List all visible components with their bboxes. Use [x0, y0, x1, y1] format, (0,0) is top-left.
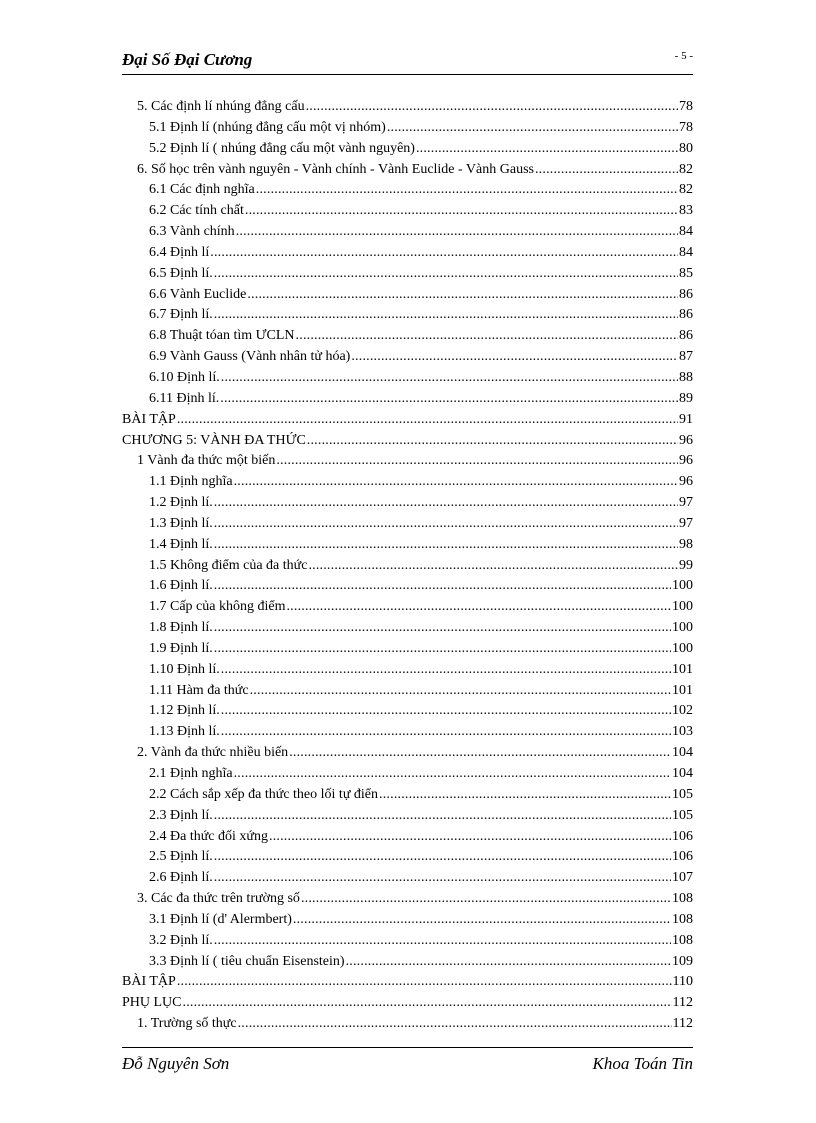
toc-entry-label: 6.9 Vành Gauss (Vành nhân tử hóa) — [149, 349, 351, 365]
header-page-number: - 5 - — [674, 50, 693, 62]
toc-entry-label: 2.5 Định lí. — [149, 849, 213, 865]
toc-entry-label: 3. Các đa thức trên trường số — [137, 891, 300, 907]
toc-leader-dots — [286, 597, 671, 618]
toc-leader-dots — [214, 618, 671, 639]
page-header — [122, 44, 693, 75]
toc-entry[interactable] — [122, 514, 693, 535]
toc-entry[interactable] — [122, 847, 693, 868]
toc-entry-page: 112 — [672, 1016, 693, 1032]
toc-entry[interactable] — [122, 952, 693, 973]
toc-entry-page: 84 — [679, 224, 693, 240]
toc-leader-dots — [214, 639, 671, 660]
footer-department: Khoa Toán Tin — [592, 1054, 693, 1073]
toc-entry-page: 96 — [679, 453, 693, 469]
toc-entry-page: 82 — [679, 161, 693, 177]
toc-entry-page: 110 — [672, 974, 693, 990]
toc-entry-page: 85 — [679, 265, 693, 281]
toc-entry-label: 1.6 Định lí. — [149, 578, 213, 594]
header-title: Đại Số Đại Cương — [122, 50, 253, 69]
toc-entry-label: 3.2 Định lí. — [149, 932, 213, 948]
toc-entry[interactable] — [122, 285, 693, 306]
toc-entry-page: 84 — [679, 244, 693, 260]
toc-entry-page: 112 — [672, 995, 693, 1011]
toc-entry-label: 6.2 Các tính chất — [149, 203, 244, 219]
toc-leader-dots — [221, 368, 678, 389]
toc-entry[interactable] — [122, 868, 693, 889]
toc-entry-page: 109 — [672, 953, 693, 969]
toc-entry-label: 2.2 Cách sắp xếp đa thức theo lối tự điển — [149, 786, 379, 802]
toc-leader-dots — [214, 847, 671, 868]
toc-entry[interactable] — [122, 389, 693, 410]
toc-entry[interactable] — [122, 910, 693, 931]
toc-entry[interactable] — [122, 201, 693, 222]
toc-leader-dots — [234, 764, 671, 785]
toc-leader-dots — [214, 576, 671, 597]
toc-leader-dots — [269, 827, 671, 848]
toc-entry[interactable] — [122, 368, 693, 389]
toc-entry-label: PHỤ LỤC — [122, 995, 182, 1011]
toc-leader-dots — [214, 493, 678, 514]
toc-entry-page: 103 — [672, 724, 693, 740]
toc-entry-page: 80 — [679, 140, 693, 156]
toc-leader-dots — [250, 681, 671, 702]
toc-entry-page: 101 — [672, 682, 693, 698]
toc-entry-page: 86 — [679, 328, 693, 344]
toc-entry-label: 6.10 Định lí. — [149, 369, 220, 385]
toc-entry[interactable] — [122, 535, 693, 556]
toc-leader-dots — [387, 118, 678, 139]
toc-entry-label: 1 Vành đa thức một biến — [137, 453, 276, 469]
toc-entry[interactable] — [122, 180, 693, 201]
toc-leader-dots — [214, 535, 678, 556]
toc-entry[interactable] — [122, 722, 693, 743]
toc-leader-dots — [210, 243, 678, 264]
toc-entry-page: 97 — [679, 515, 693, 531]
page-footer — [122, 1047, 693, 1078]
toc-entry-label: 1.10 Định lí. — [149, 661, 220, 677]
toc-entry-page: 108 — [672, 911, 693, 927]
toc-entry[interactable] — [122, 993, 693, 1014]
toc-entry[interactable] — [122, 222, 693, 243]
toc-entry-label: 3.3 Định lí ( tiêu chuẩn Eisenstein) — [149, 953, 345, 969]
toc-entry-label: 1.9 Định lí. — [149, 640, 213, 656]
toc-entry-label: 6.8 Thuật tóan tìm ƯCLN — [149, 328, 295, 344]
toc-entry-page: 104 — [672, 745, 693, 761]
toc-entry[interactable] — [122, 618, 693, 639]
toc-entry[interactable] — [122, 243, 693, 264]
toc-entry[interactable] — [122, 472, 693, 493]
toc-entry-page: 96 — [679, 474, 693, 490]
toc-entry-label: 1.13 Định lí. — [149, 724, 220, 740]
toc-entry-page: 88 — [679, 369, 693, 385]
toc-entry-page: 105 — [672, 807, 693, 823]
toc-entry-page: 87 — [679, 349, 693, 365]
toc-entry-label: 1.1 Định nghĩa — [149, 474, 233, 490]
toc-leader-dots — [214, 264, 678, 285]
toc-entry-page: 101 — [672, 661, 693, 677]
toc-entry[interactable] — [122, 681, 693, 702]
toc-leader-dots — [214, 931, 671, 952]
toc-leader-dots — [416, 139, 678, 160]
toc-leader-dots — [289, 743, 671, 764]
toc-entry-label: 6.3 Vành chính — [149, 224, 235, 240]
toc-leader-dots — [535, 160, 678, 181]
toc-entry-page: 106 — [672, 849, 693, 865]
toc-entry-page: 108 — [672, 932, 693, 948]
toc-entry-page: 99 — [679, 557, 693, 573]
toc-entry-label: 2.6 Định lí. — [149, 870, 213, 886]
toc-entry[interactable] — [122, 597, 693, 618]
toc-leader-dots — [308, 556, 678, 577]
toc-entry[interactable] — [122, 764, 693, 785]
toc-entry-label: 6. Số học trên vành nguyên - Vành chính - Vành Euclide - Vành Gauss — [137, 161, 534, 177]
toc-entry-label: 1. Trường số thực — [137, 1016, 237, 1032]
toc-entry-page: 100 — [672, 578, 693, 594]
toc-entry-label: 1.5 Không điểm của đa thức — [149, 557, 308, 573]
toc-entry[interactable] — [122, 701, 693, 722]
toc-entry-page: 100 — [672, 640, 693, 656]
toc-entry-label: 5. Các định lí nhúng đẳng cấu — [137, 99, 305, 114]
toc-entry-page: 97 — [679, 495, 693, 511]
toc-leader-dots — [214, 514, 678, 535]
toc-entry-label: BÀI TẬP — [122, 411, 176, 427]
toc-leader-dots — [306, 97, 678, 118]
toc-entry-page: 100 — [672, 620, 693, 636]
toc-entry[interactable] — [122, 118, 693, 139]
toc-entry[interactable] — [122, 931, 693, 952]
toc-entry-label: 1.8 Định lí. — [149, 620, 213, 636]
toc-entry[interactable] — [122, 451, 693, 472]
toc-leader-dots — [346, 952, 671, 973]
toc-entry-page: 106 — [672, 828, 693, 844]
toc-entry[interactable] — [122, 576, 693, 597]
toc-entry-label: 5.2 Định lí ( nhúng đẳng cấu một vành nguyên) — [149, 140, 415, 156]
toc-entry-label: CHƯƠNG 5: VÀNH ĐA THỨC — [122, 432, 306, 448]
toc-entry-label: 2.4 Đa thức đối xứng — [149, 828, 268, 844]
toc-entry[interactable] — [122, 889, 693, 910]
toc-entry[interactable] — [122, 556, 693, 577]
toc-entry[interactable] — [122, 431, 693, 452]
toc-leader-dots — [351, 347, 678, 368]
toc-entry-label: 6.4 Định lí — [149, 244, 210, 260]
toc-entry[interactable] — [122, 160, 693, 181]
toc-entry-label: 2.3 Định lí. — [149, 807, 213, 823]
toc-leader-dots — [221, 722, 671, 743]
toc-entry-page: 86 — [679, 286, 693, 302]
toc-entry[interactable] — [122, 97, 693, 118]
toc-entry-page: 108 — [672, 891, 693, 907]
toc-entry[interactable] — [122, 1014, 693, 1035]
toc-leader-dots — [256, 180, 678, 201]
toc-leader-dots — [293, 910, 671, 931]
toc-entry[interactable] — [122, 785, 693, 806]
toc-entry-label: 1.4 Định lí. — [149, 536, 213, 552]
toc-entry[interactable] — [122, 639, 693, 660]
toc-entry-label: 6.1 Các định nghĩa — [149, 182, 255, 198]
toc-entry-label: 1.3 Định lí. — [149, 515, 213, 531]
toc-entry[interactable] — [122, 972, 693, 993]
toc-leader-dots — [236, 222, 678, 243]
toc-leader-dots — [183, 993, 672, 1014]
toc-leader-dots — [221, 660, 671, 681]
toc-entry-label: 3.1 Định lí (d' Alermbert) — [149, 911, 292, 927]
toc-entry-page: 89 — [679, 390, 693, 406]
toc-entry-label: 6.6 Vành Euclide — [149, 286, 247, 302]
toc-entry-label: 1.7 Cấp của không điểm — [149, 599, 286, 615]
toc-entry-page: 83 — [679, 203, 693, 219]
toc-leader-dots — [177, 410, 678, 431]
toc-entry-label: 6.5 Định lí. — [149, 265, 213, 281]
toc-entry-page: 102 — [672, 703, 693, 719]
table-of-contents — [122, 97, 693, 1035]
toc-entry[interactable] — [122, 827, 693, 848]
toc-entry-page: 96 — [679, 432, 693, 448]
toc-leader-dots — [214, 868, 671, 889]
toc-leader-dots — [177, 972, 672, 993]
toc-entry-label: 2.1 Định nghĩa — [149, 766, 233, 781]
toc-leader-dots — [301, 889, 671, 910]
toc-entry-page: 91 — [679, 411, 693, 427]
toc-entry[interactable] — [122, 326, 693, 347]
toc-leader-dots — [245, 201, 678, 222]
toc-entry[interactable] — [122, 806, 693, 827]
toc-entry-label: 5.1 Định lí (nhúng đẳng cấu một vị nhóm) — [149, 119, 386, 135]
toc-leader-dots — [307, 431, 678, 452]
toc-entry-label: 1.11 Hàm đa thức — [149, 682, 249, 698]
toc-entry-label: 2. Vành đa thức nhiều biến — [137, 745, 289, 761]
toc-entry[interactable] — [122, 410, 693, 431]
footer-author: Đỗ Nguyên Sơn — [122, 1054, 230, 1073]
toc-leader-dots — [379, 785, 671, 806]
toc-entry-page: 82 — [679, 182, 693, 198]
toc-entry[interactable] — [122, 264, 693, 285]
toc-entry-label: 6.11 Định lí. — [149, 390, 220, 406]
toc-entry[interactable] — [122, 493, 693, 514]
toc-leader-dots — [221, 701, 671, 722]
toc-leader-dots — [276, 451, 678, 472]
toc-entry-label: 6.7 Định lí. — [149, 307, 213, 323]
toc-leader-dots — [214, 806, 671, 827]
toc-entry-label: 1.12 Định lí. — [149, 703, 220, 719]
toc-entry[interactable] — [122, 139, 693, 160]
toc-entry-page: 100 — [672, 599, 693, 615]
toc-entry-page: 78 — [679, 119, 693, 135]
toc-leader-dots — [247, 285, 678, 306]
toc-entry-label: 1.2 Định lí. — [149, 495, 213, 511]
toc-entry[interactable] — [122, 347, 693, 368]
toc-entry[interactable] — [122, 743, 693, 764]
toc-entry-page: 78 — [679, 99, 693, 114]
toc-leader-dots — [214, 305, 678, 326]
toc-leader-dots — [234, 472, 678, 493]
toc-entry-page: 104 — [672, 766, 693, 781]
toc-entry-page: 86 — [679, 307, 693, 323]
toc-leader-dots — [238, 1014, 672, 1035]
toc-entry-label: BÀI TẬP — [122, 974, 176, 990]
toc-entry-page: 107 — [672, 870, 693, 886]
toc-entry-page: 105 — [672, 786, 693, 802]
toc-entry-page: 98 — [679, 536, 693, 552]
toc-entry[interactable] — [122, 305, 693, 326]
toc-leader-dots — [296, 326, 678, 347]
toc-entry[interactable] — [122, 660, 693, 681]
toc-leader-dots — [220, 389, 678, 410]
